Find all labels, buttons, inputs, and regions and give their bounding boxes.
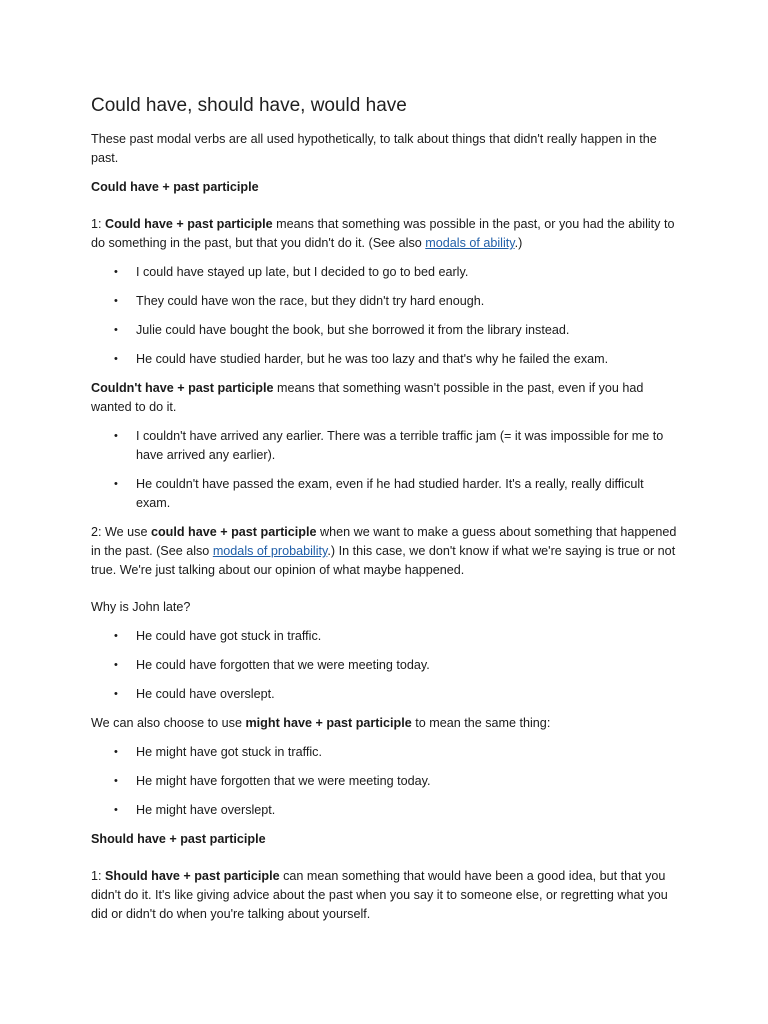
bold-term: might have + past participle — [245, 716, 412, 730]
bullet-icon: • — [114, 630, 118, 642]
bullet-icon: • — [114, 804, 118, 816]
list-item-text: I could have stayed up late, but I decided to go to bed early. — [136, 265, 469, 279]
paragraph-number: 2: We use — [91, 525, 151, 539]
list-item — [91, 475, 678, 513]
paragraph-end: .) In this case, we don't know if what we're saying is true or not true. We're just talking about our opinion of what maybe happened. — [91, 544, 676, 577]
list-item-text: He might have got stuck in traffic. — [136, 745, 322, 759]
list-item-text: He could have forgotten that we were meeting today. — [136, 658, 430, 672]
list-item — [91, 321, 678, 340]
paragraph-text: to mean the same thing: — [411, 716, 551, 730]
bold-term: Should have + past participle — [105, 869, 280, 883]
list-item-text: Julie could have bought the book, but she borrowed it from the library instead. — [136, 323, 570, 337]
list-item-text: He couldn't have passed the exam, even if he had studied harder. It's a really, really difficult exam. — [136, 477, 644, 510]
bullet-icon: • — [114, 353, 118, 365]
example-list-couldnt — [91, 427, 678, 513]
paragraph-text: means that something wasn't possible in the past, even if you had wanted to do it. — [91, 381, 644, 414]
list-item — [91, 743, 678, 762]
bold-term: Could have + past participle — [105, 217, 273, 231]
list-item — [91, 772, 678, 791]
bullet-icon: • — [114, 688, 118, 700]
list-item — [91, 656, 678, 675]
link-modals-of-probability[interactable]: modals of probability — [212, 544, 328, 558]
list-item-text: I couldn't have arrived any earlier. There was a terrible traffic jam (= it was impossible for me to have arrived any earlier). — [136, 429, 664, 462]
list-item — [91, 801, 678, 820]
list-item-text: He could have got stuck in traffic. — [136, 629, 322, 643]
paragraph-might-have — [91, 714, 678, 733]
section-heading-should: Should have + past participle — [91, 832, 266, 846]
intro-paragraph: These past modal verbs are all used hypothetically, to talk about things that didn't really happen in the past. — [91, 132, 657, 165]
bullet-icon: • — [114, 478, 118, 490]
paragraph-should-have-1 — [91, 867, 678, 924]
bold-term: could have + past participle — [150, 525, 317, 539]
list-item-text: He might have overslept. — [136, 803, 276, 817]
paragraph-number: 1: — [91, 869, 106, 883]
paragraph-could-have-2 — [91, 523, 678, 580]
list-item — [91, 685, 678, 704]
paragraph-couldnt-have — [91, 379, 678, 417]
question-line: Why is John late? — [91, 600, 191, 614]
paragraph-text: can mean something that would have been a good idea, but that you didn't do it. It's like giving advice about the past when you say it to someone else, or regretting what you did or didn't do when you're talking about yourself. — [91, 869, 668, 921]
list-item — [91, 263, 678, 282]
paragraph-text: when we want to make a guess about something that happened in the past. (See also — [91, 525, 677, 558]
example-list-might — [91, 743, 678, 820]
paragraph-number: 1: — [91, 217, 106, 231]
list-item — [91, 627, 678, 646]
bullet-icon: • — [114, 324, 118, 336]
paragraph-end: .) — [514, 236, 523, 250]
paragraph-text: We can also choose to use — [91, 716, 246, 730]
example-list-guess — [91, 627, 678, 704]
bullet-icon: • — [114, 266, 118, 278]
section-heading-could: Could have + past participle — [91, 180, 259, 194]
list-item-text: He could have studied harder, but he was too lazy and that's why he failed the exam. — [136, 352, 609, 366]
bullet-icon: • — [114, 659, 118, 671]
bullet-icon: • — [114, 430, 118, 442]
list-item — [91, 427, 678, 465]
bullet-icon: • — [114, 775, 118, 787]
paragraph-could-have-1 — [91, 215, 678, 253]
paragraph-text: means that something was possible in the past, or you had the ability to do something in the past, but that you didn't do it. (See also — [91, 217, 675, 250]
list-item — [91, 350, 678, 369]
bold-term: Couldn't have + past participle — [91, 381, 274, 395]
bullet-icon: • — [114, 746, 118, 758]
list-item-text: He could have overslept. — [136, 687, 275, 701]
page-title: Could have, should have, would have — [91, 95, 407, 116]
list-item — [91, 292, 678, 311]
list-item-text: He might have forgotten that we were meeting today. — [136, 774, 431, 788]
list-item-text: They could have won the race, but they didn't try hard enough. — [136, 294, 485, 308]
bullet-icon: • — [114, 295, 118, 307]
example-list-could — [91, 263, 678, 369]
link-modals-of-ability[interactable]: modals of ability — [425, 236, 515, 250]
